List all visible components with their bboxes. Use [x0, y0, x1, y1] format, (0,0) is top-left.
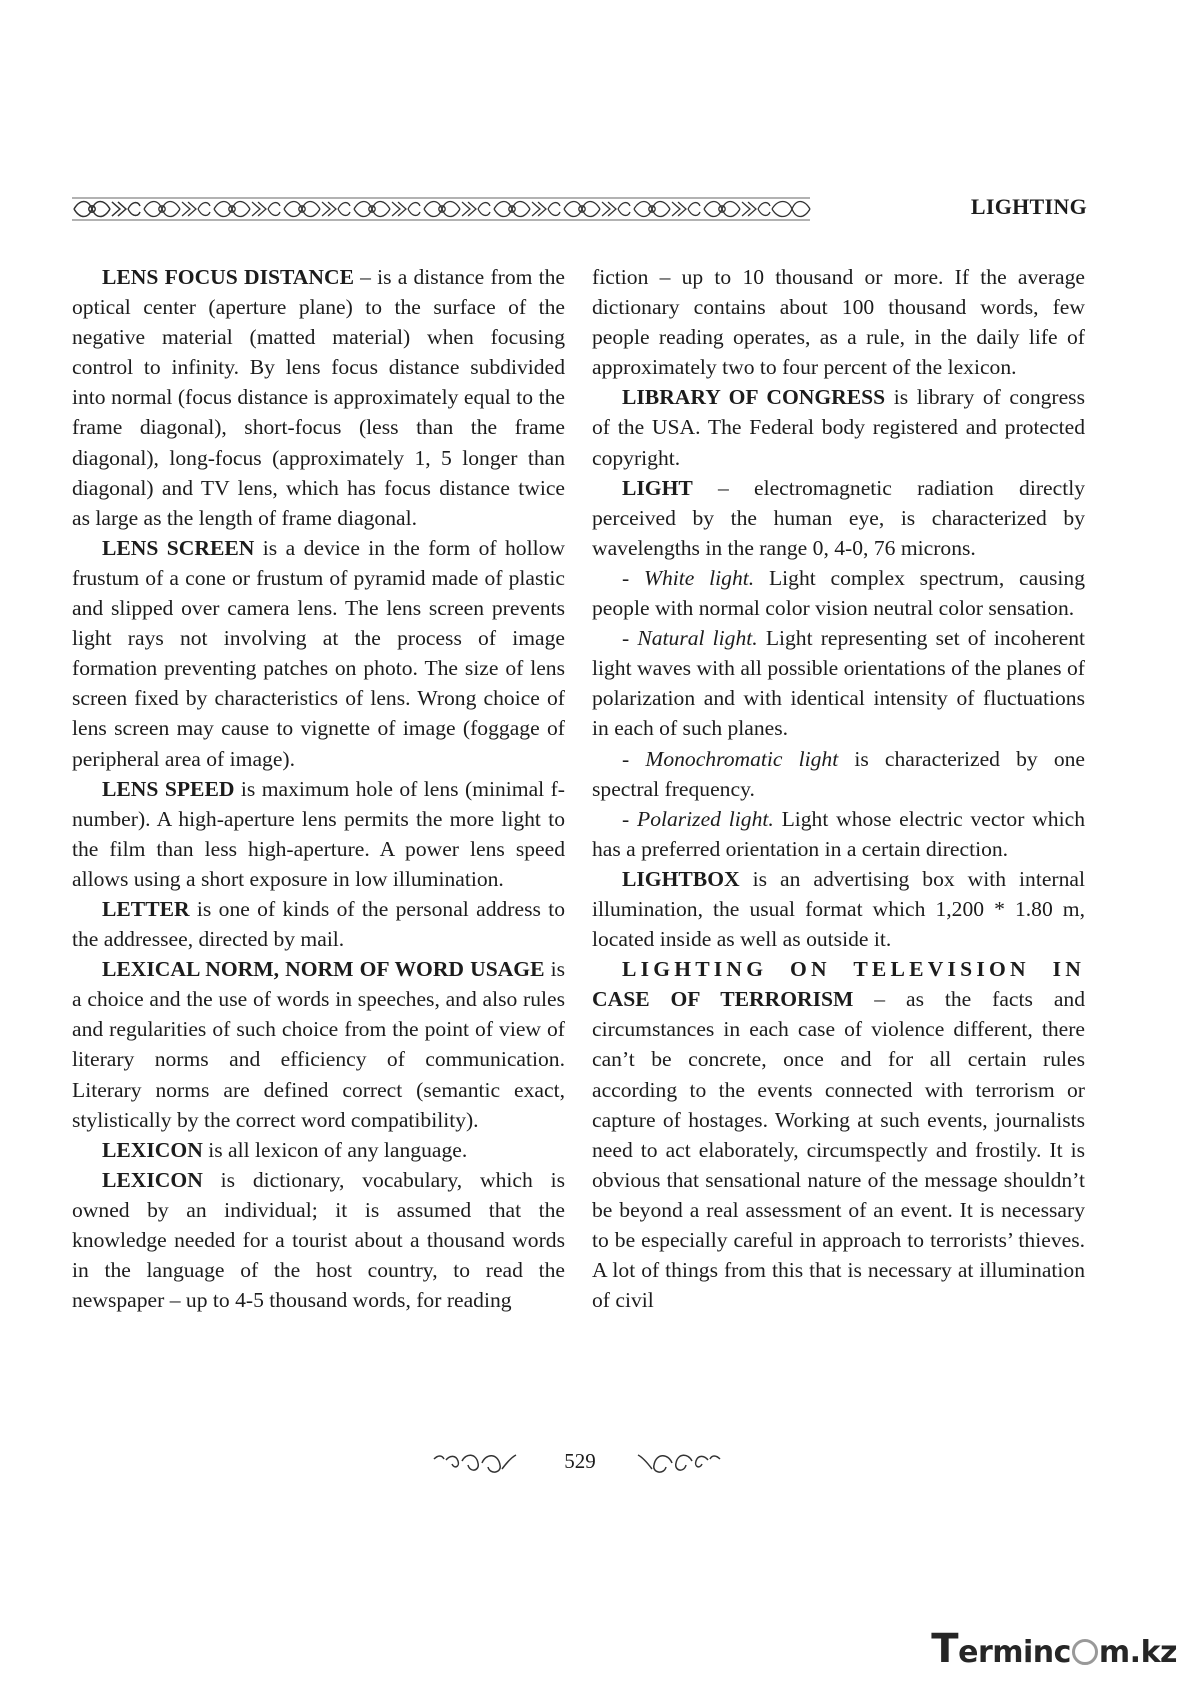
entry-text: is a choice and the use of words in speeches, and also rules and regularities of such choice from the point of view of literary norms and efficiency of communication. Literary norms are defined correct (semantic exact, stylistically by the correct word compatibility).	[72, 957, 565, 1132]
footer-ornament-right-icon	[636, 1451, 722, 1475]
subentry-text: Light complex spectrum, causing people with normal color vision neutral color sensation.	[592, 565, 1085, 621]
entry-lens-speed	[72, 774, 565, 894]
left-column	[72, 262, 565, 1315]
subentry-natural-light	[592, 623, 1085, 743]
entry-lexical-norm	[72, 954, 565, 1135]
entry-text: is all lexicon of any language.	[202, 1137, 468, 1162]
entry-term: LENS FOCUS DISTANCE	[102, 265, 354, 289]
entry-term: LIGHTING ON TELEVISION IN	[622, 957, 1085, 982]
entry-text: is library of congress of the USA. The Federal body registered and protected copyright.	[592, 385, 1085, 470]
entry-library-of-congress	[592, 382, 1085, 472]
subentry-polarized-light	[592, 804, 1085, 864]
subentry-dash: -	[622, 626, 638, 651]
entry-lexicon-1	[72, 1135, 565, 1165]
footer-ornament-left-icon	[432, 1451, 518, 1475]
entry-text: is dictionary, vocabulary, which is owned by an individual; it is assumed that the knowledge needed for a tourist about a thousand words in the language of the host country, to read the newspaper – up to 4-5 thousand words, for reading	[72, 1167, 565, 1313]
entry-lens-screen	[72, 533, 565, 774]
entry-text: is maximum hole of lens (minimal f-number). A high-aperture lens permits the more light to the film than less high-aperture. A power lens speed allows using a short exposure in low illumination.	[72, 776, 565, 891]
entry-text: is a device in the form of hollow frustum of a cone or frustum of pyramid made of plastic and slipped over camera lens. The lens screen prevents light rays not involving at the process of image formation preventing patches on photo. The size of lens screen fixed by characteristics of lens. Wrong choice of lens screen may cause to vignette of image (foggage of peripheral area of image).	[72, 535, 565, 771]
logo-letter: T	[931, 1626, 959, 1672]
subentry-monochromatic-light	[592, 744, 1085, 804]
subentry-term: Monochromatic light	[645, 746, 839, 771]
subentry-dash: -	[622, 746, 646, 771]
header-ornament	[72, 196, 812, 222]
entry-term: LEXICON	[102, 1137, 203, 1162]
entry-continuation: fiction – up to 10 thousand or more. If the average dictionary contains about 100 thousand words, few people reading operates, as a rule, in the daily life of approximately two to four percent of the lexicon.	[592, 265, 1085, 380]
page-footer	[0, 1449, 1191, 1479]
entry-term: LEXICAL NORM, NORM OF WORD USAGE	[102, 957, 545, 982]
entry-light	[592, 473, 1085, 563]
entry-term: LIBRARY OF CONGRESS	[622, 385, 886, 410]
entry-lens-focus-distance	[72, 262, 565, 533]
entry-lexicon-2	[72, 1165, 565, 1315]
subentry-white-light	[592, 563, 1085, 623]
entry-lightbox	[592, 864, 1085, 954]
page-number: 529	[564, 1449, 596, 1473]
entry-lighting-on-television	[592, 954, 1085, 1315]
subentry-dash: -	[622, 806, 637, 831]
entry-term: LETTER	[102, 896, 190, 921]
entry-text: is an advertising box with internal illumination, the usual format which 1,200 * 1.80 m, located inside as well as outside it.	[592, 866, 1085, 952]
subentry-term: White light.	[644, 565, 755, 590]
entry-term: LEXICON	[102, 1167, 203, 1192]
entry-letter	[72, 894, 565, 954]
entry-text: is one of kinds of the personal address to the addressee, directed by mail.	[72, 896, 565, 952]
subentry-text: Light whose electric vector which has a preferred orientation in a certain direction.	[592, 806, 1085, 861]
logo-text: m.kz	[1098, 1635, 1177, 1670]
entry-term: LENS SCREEN	[102, 535, 255, 560]
magnifier-icon	[1072, 1639, 1098, 1665]
entry-text: – is a distance from the optical center (aperture plane) to the surface of the negative material (matted material) when focusing control to infinity. By lens focus distance subdivided into normal (focus distance is approximately equal to the frame diagonal), short-focus (less than the frame diagonal), long-focus (approximately 1, 5 longer than diagonal) and TV lens, which has focus distance twice as large as the length of frame diagonal.	[72, 265, 565, 530]
subentry-term: Natural light.	[637, 626, 758, 651]
running-head: LIGHTING	[970, 194, 1087, 219]
entry-term: LENS SPEED	[102, 776, 235, 801]
entry-term-continued: CASE OF TERRORISM	[592, 987, 854, 1012]
watermark-logo	[931, 1626, 1177, 1672]
subentry-text: is characterized by one spectral frequency.	[592, 746, 1086, 801]
entry-term: LIGHT	[622, 475, 693, 500]
right-column	[592, 262, 1085, 1315]
logo-text: erminc	[958, 1635, 1071, 1670]
subentry-dash: -	[622, 565, 644, 590]
subentry-term: Polarized light.	[637, 806, 774, 831]
entry-text: – electromagnetic radiation directly perceived by the human eye, is characterized by wavelengths in the range 0, 4-0, 76 microns.	[592, 475, 1085, 560]
subentry-text: Light representing set of incoherent light waves with all possible orientations of the planes of polarization and with identical intensity of fluctuations in each of such planes.	[592, 626, 1085, 741]
entry-term: LIGHTBOX	[622, 866, 740, 891]
entry-text: – as the facts and circumstances in each case of violence different, there can’t be concrete, once and for all certain rules according to the events connected with terrorism or capture of hostages. Working at such events, journalists need to act elaborately, circumspectly and frostily. It is obvious that sensational nature of the message shouldn’t be beyond a real assessment of an event. It is necessary to be especially careful in approach to terrorists’ thieves. A lot of things from this that is necessary at illumination of civil	[592, 987, 1085, 1313]
